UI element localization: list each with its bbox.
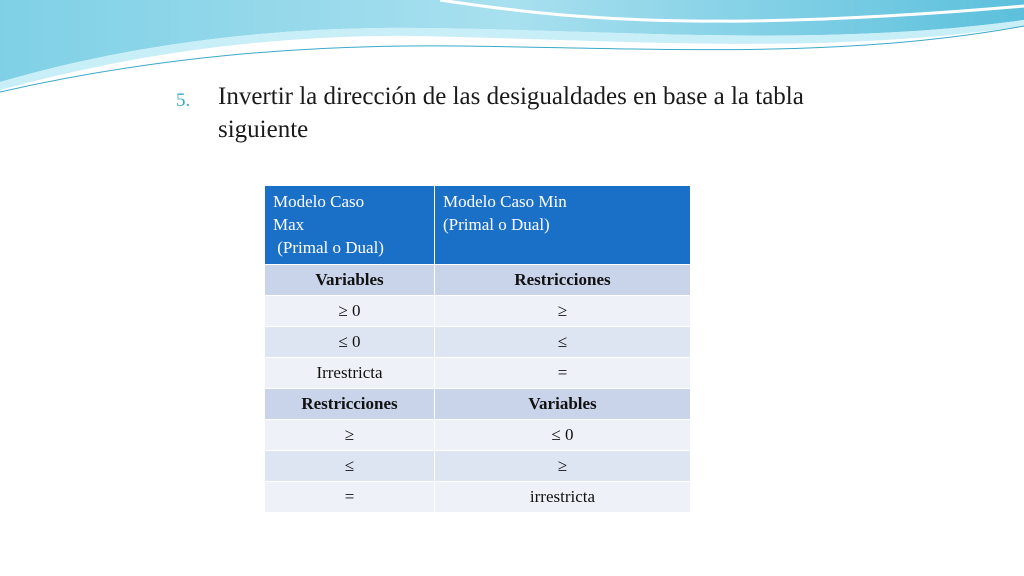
header-max-line2: Max <box>273 215 305 234</box>
header-max-line3: (Primal o Dual) <box>273 238 384 257</box>
table-cell: = <box>435 358 691 389</box>
table-row <box>265 296 691 327</box>
header-cell-min <box>435 186 691 265</box>
header-min-line1: Modelo Caso Min <box>443 192 567 211</box>
table-cell: ≤ 0 <box>435 420 691 451</box>
table-header-row <box>265 186 691 265</box>
section2-col1-label: Restricciones <box>265 389 435 420</box>
header-cell-max <box>265 186 435 265</box>
table-cell: ≥ <box>435 451 691 482</box>
section2-header-row <box>265 389 691 420</box>
table-row <box>265 451 691 482</box>
section2-col2-label: Variables <box>435 389 691 420</box>
table-row <box>265 327 691 358</box>
header-min-line2: (Primal o Dual) <box>443 215 550 234</box>
table-cell: ≥ <box>435 296 691 327</box>
duality-table <box>264 185 691 513</box>
table-cell: ≥ 0 <box>265 296 435 327</box>
table-cell: irrestricta <box>435 482 691 513</box>
table-cell: = <box>265 482 435 513</box>
table-cell: ≤ <box>265 451 435 482</box>
bullet-number: 5. <box>176 90 191 111</box>
table-cell: ≤ <box>435 327 691 358</box>
table-cell: ≥ <box>265 420 435 451</box>
table-cell: ≤ 0 <box>265 327 435 358</box>
header-max-line1: Modelo Caso <box>273 192 365 211</box>
section1-header-row <box>265 265 691 296</box>
table-row <box>265 358 691 389</box>
table-row <box>265 482 691 513</box>
slide-heading: Invertir la dirección de las desigualdades en base a la tabla siguiente <box>218 83 804 143</box>
table-row <box>265 420 691 451</box>
table-cell: Irrestricta <box>265 358 435 389</box>
section1-col2-label: Restricciones <box>435 265 691 296</box>
section1-col1-label: Variables <box>265 265 435 296</box>
